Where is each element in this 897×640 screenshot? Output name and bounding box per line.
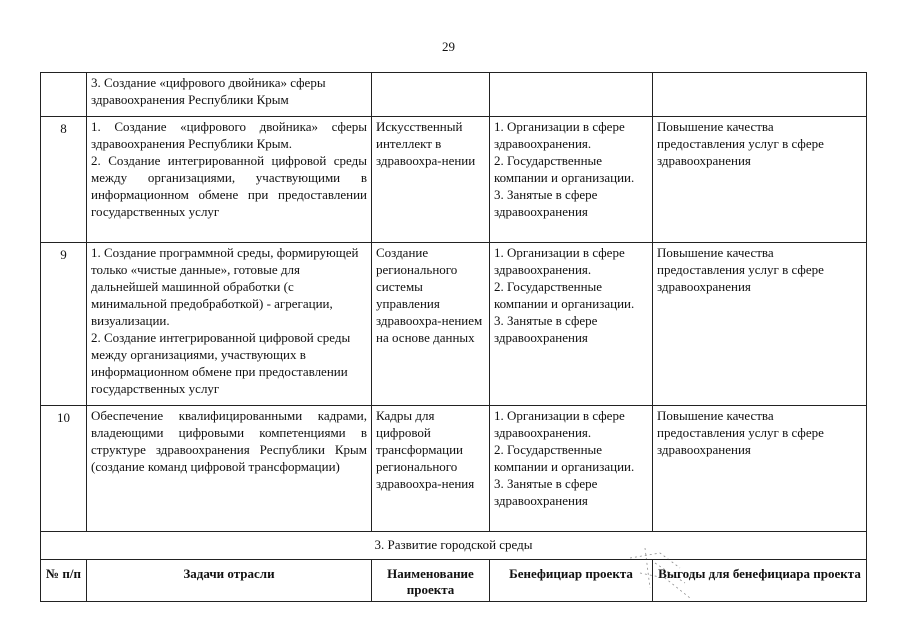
benefits-cell: Повышение качества предоставления услуг в сфере здравоохранения — [653, 117, 867, 243]
beneficiary-item: 2. Государственные компании и организации. — [494, 279, 635, 311]
tasks-cell — [87, 243, 372, 406]
table-row — [41, 117, 867, 243]
project-cell: Создание регионального системы управления здравоохра-нением на основе данных — [372, 243, 490, 406]
row-number — [41, 73, 87, 117]
projects-table — [40, 72, 867, 602]
beneficiary-item: 3. Занятые в сфере здравоохранения — [494, 476, 598, 508]
benefits-cell — [653, 73, 867, 117]
task-item: 2. Создание интегрированной цифровой среды между организациями, участвующих в информационном обмене при предоставлении государственных услуг — [91, 330, 351, 396]
beneficiary-cell — [490, 117, 653, 243]
task-item: 2. Создание интегрированной цифровой среды между организациями, участвующими в информационном обмене при предоставлении государственных услуг — [91, 153, 367, 219]
row-number: 10 — [41, 406, 87, 532]
section-heading-row — [41, 532, 867, 560]
row-number: 8 — [41, 117, 87, 243]
beneficiary-item: 3. Занятые в сфере здравоохранения — [494, 187, 598, 219]
table-row — [41, 243, 867, 406]
project-cell — [372, 73, 490, 117]
header-num: № п/п — [41, 560, 87, 602]
task-item: 1. Создание программной среды, формирующей только «чистые данные», готовые для дальнейшей машинной обработки (с минимальной предобработкой) - агрегации, визуализации. — [91, 245, 359, 328]
benefits-cell: Повышение качества предоставления услуг в сфере здравоохранения — [653, 243, 867, 406]
beneficiary-cell — [490, 243, 653, 406]
beneficiary-item: 3. Занятые в сфере здравоохранения — [494, 313, 598, 345]
tasks-cell — [87, 73, 372, 117]
table-row — [41, 73, 867, 117]
table-row — [41, 406, 867, 532]
header-beneficiary: Бенефициар проекта — [490, 560, 653, 602]
beneficiary-item: 1. Организации в сфере здравоохранения. — [494, 245, 625, 277]
header-benefits: Выгоды для бенефициара проекта — [653, 560, 867, 602]
header-tasks: Задачи отрасли — [87, 560, 372, 602]
section-heading: 3. Развитие городской среды — [41, 532, 867, 560]
tasks-cell — [87, 117, 372, 243]
beneficiary-cell — [490, 406, 653, 532]
benefits-cell: Повышение качества предоставления услуг в сфере здравоохранения — [653, 406, 867, 532]
beneficiary-item: 1. Организации в сфере здравоохранения. — [494, 119, 625, 151]
table-header-row — [41, 560, 867, 602]
task-item: 1. Создание «цифрового двойника» сферы здравоохранения Республики Крым. — [91, 119, 367, 151]
beneficiary-item: 2. Государственные компании и организации. — [494, 153, 635, 185]
row-number: 9 — [41, 243, 87, 406]
beneficiary-item: 2. Государственные компании и организации. — [494, 442, 635, 474]
project-cell: Искусственный интеллект в здравоохра-нении — [372, 117, 490, 243]
header-project: Наименование проекта — [372, 560, 490, 602]
page-number: 29 — [442, 39, 455, 54]
beneficiary-cell — [490, 73, 653, 117]
beneficiary-item: 1. Организации в сфере здравоохранения. — [494, 408, 625, 440]
project-cell: Кадры для цифровой трансформации регионального здравоохра-нения — [372, 406, 490, 532]
task-item: 3. Создание «цифрового двойника» сферы здравоохранения Республики Крым — [91, 75, 326, 107]
task-item: Обеспечение квалифицированными кадрами, владеющими цифровыми компетенциями в структуре здравоохранения Республики Крым (создание команд цифровой трансформации) — [91, 408, 367, 474]
tasks-cell — [87, 406, 372, 532]
